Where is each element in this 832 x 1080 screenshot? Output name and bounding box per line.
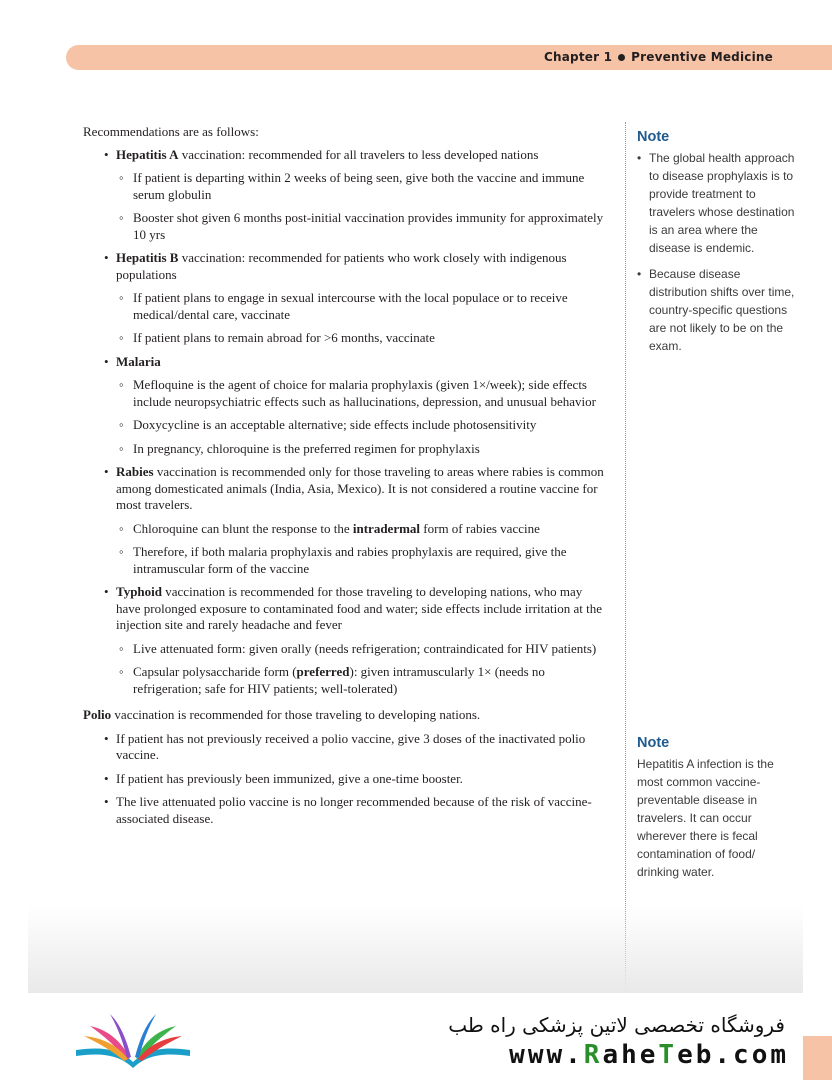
main-text <box>83 124 608 834</box>
list-item-typhoid <box>83 584 608 634</box>
term: Polio <box>83 707 112 722</box>
sub-bold: intradermal <box>352 520 421 536</box>
chapter-label: Chapter 1 <box>543 50 613 64</box>
page-tab <box>803 1036 832 1080</box>
note-title: Note <box>637 129 670 145</box>
sub-text: form of rabies vaccine <box>420 520 540 536</box>
note-title: Note <box>637 735 670 751</box>
sub-item: ◦ Live attenuated form: given orally (needs refrigeration; contraindicated for HIV patients) <box>83 641 608 658</box>
sub-item: ◦ Booster shot given 6 months post-initial vaccination provides immunity for approximately 10 yrs <box>83 210 608 243</box>
list-item-malaria <box>83 354 608 371</box>
list-item-hepatitis-a <box>83 147 608 164</box>
page-bottom-shadow <box>28 905 803 993</box>
sub-item: ◦ If patient is departing within 2 weeks of being seen, give both the vaccine and immune serum globulin <box>83 170 608 203</box>
running-header <box>544 50 773 64</box>
url-part: www. <box>509 1040 584 1070</box>
term: Rabies <box>116 464 154 479</box>
note-box-1 <box>637 128 799 363</box>
paragraph-text: vaccination is recommended for those traveling to developing nations. <box>111 707 481 722</box>
sub-text: ): given intramuscularly 1× (needs no refrigeration; safe for HIV patients; well-tolerated) <box>133 664 545 696</box>
polio-item: • If patient has previously been immunized, give a one-time booster. <box>83 771 608 788</box>
open-book-logo-icon <box>70 1010 196 1070</box>
list-item-hepatitis-b <box>83 250 608 283</box>
note-box-2 <box>637 734 795 881</box>
item-text: vaccination: recommended for patients who work closely with indigenous populations <box>116 250 567 282</box>
sub-item <box>83 521 608 538</box>
polio-item: • The live attenuated polio vaccine is no longer recommended because of the risk of vaccine-associated disease. <box>83 794 608 827</box>
note-text: Hepatitis A infection is the most common vaccine-preventable disease in travelers. It can occur wherever there is fecal contamination of food/ drinking water. <box>637 757 774 879</box>
polio-item: • If patient has not previously received a polio vaccine, give 3 doses of the inactivated polio vaccine. <box>83 731 608 764</box>
url-part: eb.com <box>677 1040 789 1070</box>
item-text: vaccination is recommended for those traveling to developing nations, who may have prolonged exposure to contaminated food and water; side effects include irritation at the injection site and rarely headache and fever <box>116 584 603 632</box>
sub-item: ◦ In pregnancy, chloroquine is the preferred regimen for prophylaxis <box>83 441 608 458</box>
website-url[interactable] <box>444 1040 789 1070</box>
url-part: T <box>658 1040 678 1070</box>
item-text: vaccination is recommended only for those traveling to areas where rabies is common among domesticated animals (India, Asia, Mexico). It is not considered a routine vaccine for most travelers. <box>116 464 604 512</box>
shop-name: فروشگاه تخصصی لاتین پزشکی راه طب <box>448 1013 785 1037</box>
sub-text: Capsular polysaccharide form ( <box>133 664 297 679</box>
term: Hepatitis A <box>116 146 179 162</box>
sub-bold: preferred <box>296 664 350 679</box>
url-part: ahe <box>602 1040 659 1070</box>
sub-item: ◦ Mefloquine is the agent of choice for malaria prophylaxis (given 1×/week); side effects include neuropsychiatric effects such as hallucinations, depression, and unusual behavior <box>83 377 608 410</box>
section-label: Preventive Medicine <box>631 50 773 64</box>
list-item-rabies <box>83 464 608 514</box>
sub-item <box>83 664 608 697</box>
sub-item: ◦ Doxycycline is an acceptable alternative; side effects include photosensitivity <box>83 417 608 434</box>
sidebar-divider <box>625 122 626 992</box>
intro-line: Recommendations are as follows: <box>83 124 259 139</box>
term: Hepatitis B <box>116 250 179 265</box>
term: Typhoid <box>116 584 163 599</box>
sub-item: ◦ Therefore, if both malaria prophylaxis and rabies prophylaxis are required, give the intramuscular form of the vaccine <box>83 544 608 577</box>
sub-item: ◦ If patient plans to remain abroad for >6 months, vaccinate <box>83 330 608 347</box>
sub-item: ◦ If patient plans to engage in sexual intercourse with the local populace or to receive medical/dental care, vaccinate <box>83 290 608 323</box>
bullet-dot <box>618 54 625 61</box>
note-item: • Because disease distribution shifts over time, country-specific questions are not likely to be on the exam. <box>637 265 799 355</box>
term: Malaria <box>116 353 161 369</box>
item-text: vaccination: recommended for all travelers to less developed nations <box>178 146 539 162</box>
polio-paragraph <box>83 707 608 724</box>
sub-text: Chloroquine can blunt the response to the <box>133 520 353 536</box>
url-part: R <box>583 1040 603 1070</box>
note-item: • The global health approach to disease prophylaxis is to provide treatment to travelers whose destination is an area where the disease is endemic. <box>637 149 799 257</box>
